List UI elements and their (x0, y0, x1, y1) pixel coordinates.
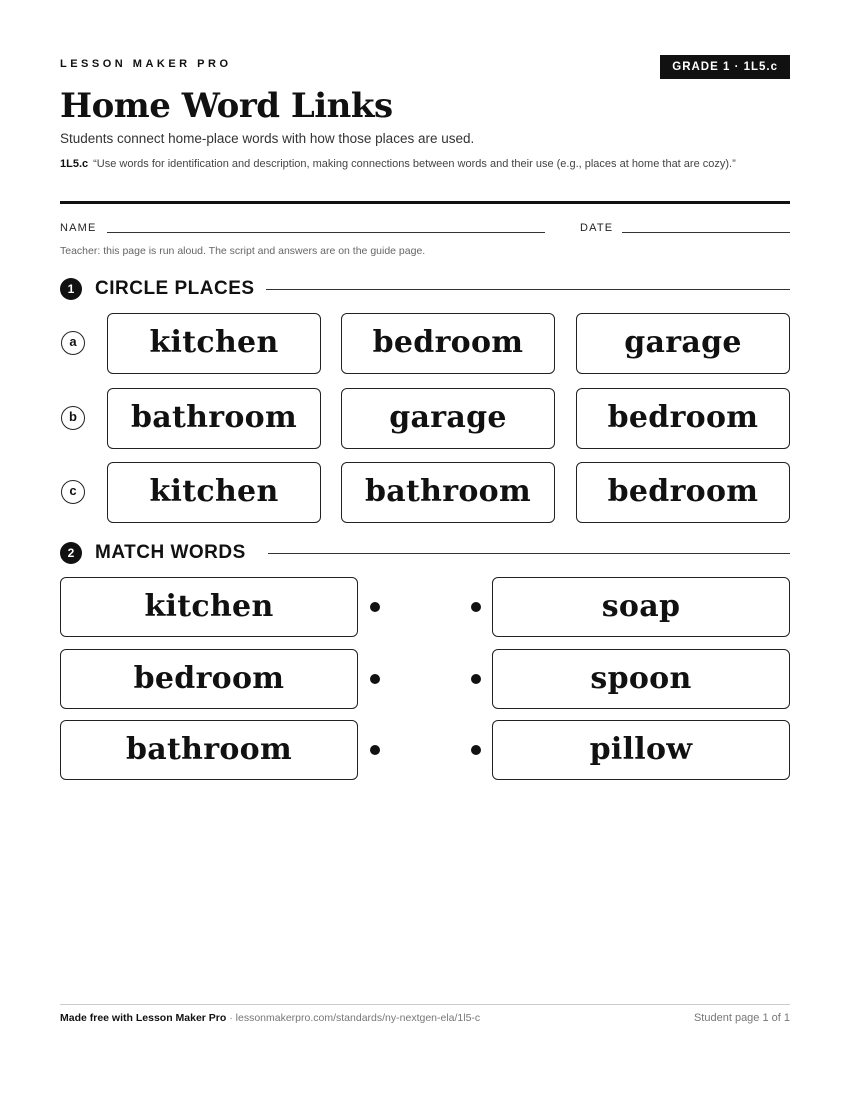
circle-word-box[interactable]: garage (576, 313, 790, 374)
match-right-word[interactable]: pillow (492, 720, 790, 780)
header-divider (60, 201, 790, 204)
footer-divider (60, 1004, 790, 1005)
match-right-dot[interactable] (471, 602, 481, 612)
standard-code: 1L5.c (60, 158, 89, 170)
brand-name: LESSON MAKER PRO (60, 58, 232, 70)
match-left-dot[interactable] (370, 674, 380, 684)
footer-made-with: Made free with Lesson Maker Pro (60, 1012, 227, 1024)
grade-badge: GRADE 1 · 1L5.c (660, 55, 790, 79)
circle-word-box[interactable]: kitchen (107, 462, 321, 523)
date-line[interactable] (622, 232, 790, 233)
circle-word-box[interactable]: kitchen (107, 313, 321, 374)
section-match-words (60, 540, 790, 566)
match-left-dot[interactable] (370, 745, 380, 755)
section-rule (268, 553, 790, 554)
section-number-badge: 1 (60, 278, 82, 300)
match-right-dot[interactable] (471, 745, 481, 755)
circle-word-box[interactable]: garage (341, 388, 555, 449)
section-title: MATCH WORDS (95, 542, 246, 563)
match-right-word[interactable]: spoon (492, 649, 790, 709)
circle-word-box[interactable]: bathroom (107, 388, 321, 449)
section-number-badge: 2 (60, 542, 82, 564)
match-right-word[interactable]: soap (492, 577, 790, 637)
match-right-dot[interactable] (471, 674, 481, 684)
section-rule (266, 289, 790, 290)
date-label: DATE (580, 222, 614, 234)
row-letter: c (61, 480, 85, 504)
row-letter: a (61, 331, 85, 355)
teacher-note: Teacher: this page is run aloud. The script and answers are on the guide page. (60, 245, 426, 257)
standard-text: “Use words for identification and description, making connections between words and their use (e.g., places at home that are cozy).” (93, 158, 736, 170)
name-line[interactable] (107, 232, 545, 233)
match-left-dot[interactable] (370, 602, 380, 612)
standard-description (60, 156, 790, 173)
page-subtitle: Students connect home-place words with how those places are used. (60, 131, 475, 146)
circle-word-box[interactable]: bedroom (576, 388, 790, 449)
match-left-word[interactable]: bathroom (60, 720, 358, 780)
worksheet-page (60, 0, 790, 1100)
page-title: Home Word Links (60, 86, 393, 126)
name-label: NAME (60, 222, 97, 234)
footer-credit (60, 1012, 480, 1024)
row-letter: b (61, 406, 85, 430)
match-left-word[interactable]: kitchen (60, 577, 358, 637)
section-circle-places (60, 276, 790, 302)
circle-word-box[interactable]: bathroom (341, 462, 555, 523)
circle-word-box[interactable]: bedroom (576, 462, 790, 523)
match-left-word[interactable]: bedroom (60, 649, 358, 709)
footer-page-label: Student page 1 of 1 (693, 1012, 790, 1024)
section-title: CIRCLE PLACES (95, 278, 255, 299)
circle-word-box[interactable]: bedroom (341, 313, 555, 374)
footer-url[interactable]: · lessonmakerpro.com/standards/ny-nextgen-ela/1l5-c (229, 1012, 481, 1024)
